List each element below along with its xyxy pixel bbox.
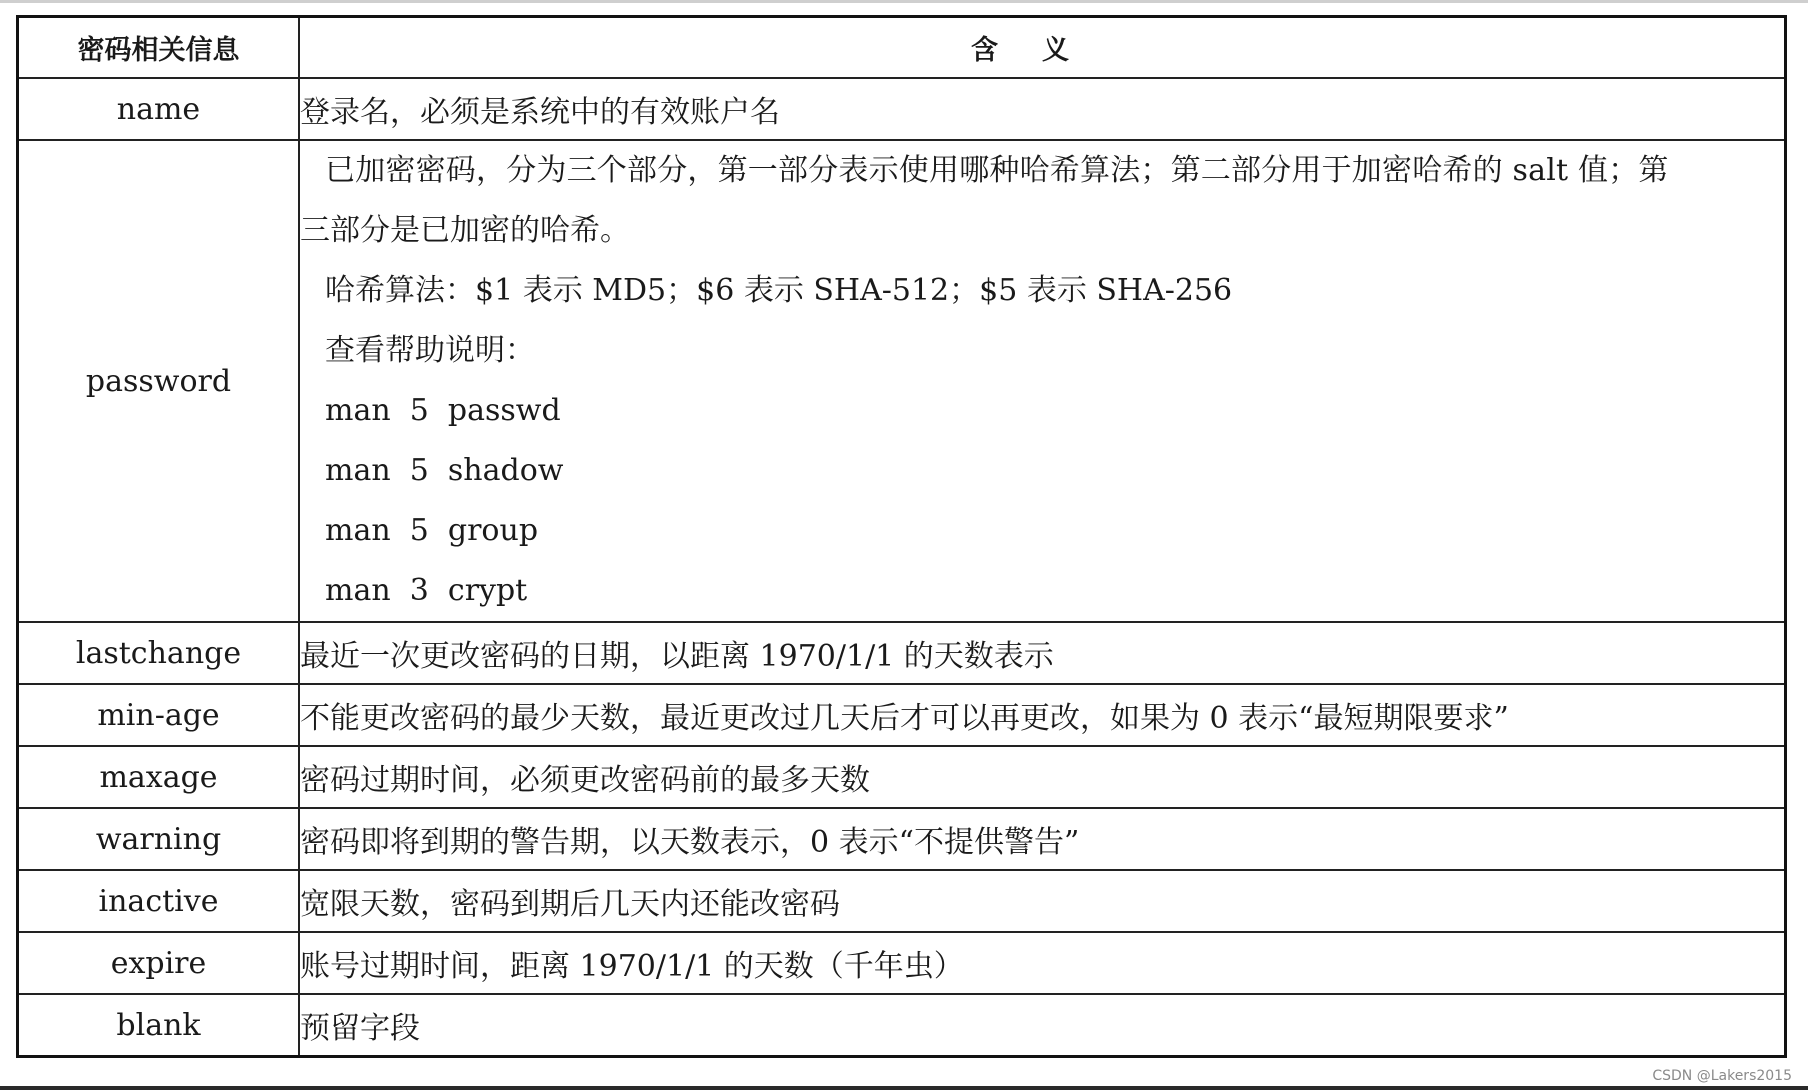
row-meaning: 不能更改密码的最少天数，最近更改过几天后才可以再更改，如果为 0 表示“最短期限要求” (299, 684, 1786, 746)
row-key: password (18, 140, 300, 622)
row-key: name (18, 78, 300, 140)
row-meaning: 密码即将到期的警告期，以天数表示，0 表示“不提供警告” (299, 808, 1786, 870)
bottom-rule (0, 1086, 1808, 1090)
man-page-line: man 5 passwd (325, 393, 561, 428)
table-row (18, 140, 1786, 622)
header-key: 密码相关信息 (18, 17, 300, 79)
row-key: maxage (18, 746, 300, 808)
row-meaning: 登录名，必须是系统中的有效账户名 (299, 78, 1786, 140)
watermark: CSDN @Lakers2015 (1652, 1068, 1792, 1084)
table-row (18, 684, 1786, 746)
password-line: 已加密密码，分为三个部分，第一部分表示使用哪种哈希算法；第二部分用于加密哈希的 salt 值；第 (325, 153, 1669, 188)
table-row (18, 78, 1786, 140)
row-meaning: 预留字段 (299, 994, 1786, 1057)
row-meaning: 密码过期时间，必须更改密码前的最多天数 (299, 746, 1786, 808)
row-meaning: 宽限天数，密码到期后几天内还能改密码 (299, 870, 1786, 932)
password-line: 查看帮助说明： (325, 333, 535, 368)
header-meaning: 含义 (299, 17, 1786, 79)
man-page-line: man 5 shadow (325, 453, 564, 488)
table-row (18, 622, 1786, 684)
row-key: min-age (18, 684, 300, 746)
row-key: blank (18, 994, 300, 1057)
row-key: warning (18, 808, 300, 870)
top-rule (0, 0, 1808, 3)
man-page-line: man 5 group (325, 513, 539, 548)
row-key: lastchange (18, 622, 300, 684)
password-fields-table (16, 15, 1787, 1058)
password-line: 哈希算法：$1 表示 MD5；$6 表示 SHA-512；$5 表示 SHA-256 (325, 273, 1233, 308)
table-header-row (18, 17, 1786, 79)
table-row (18, 870, 1786, 932)
row-meaning: 账号过期时间，距离 1970/1/1 的天数（千年虫） (299, 932, 1786, 994)
table-row (18, 994, 1786, 1057)
table-row (18, 746, 1786, 808)
row-key: inactive (18, 870, 300, 932)
table-row (18, 932, 1786, 994)
table-row (18, 808, 1786, 870)
man-page-line: man 3 crypt (325, 573, 528, 608)
row-key: expire (18, 932, 300, 994)
password-meaning (299, 140, 1786, 622)
password-line: 三部分是已加密的哈希。 (300, 213, 630, 248)
row-meaning: 最近一次更改密码的日期，以距离 1970/1/1 的天数表示 (299, 622, 1786, 684)
